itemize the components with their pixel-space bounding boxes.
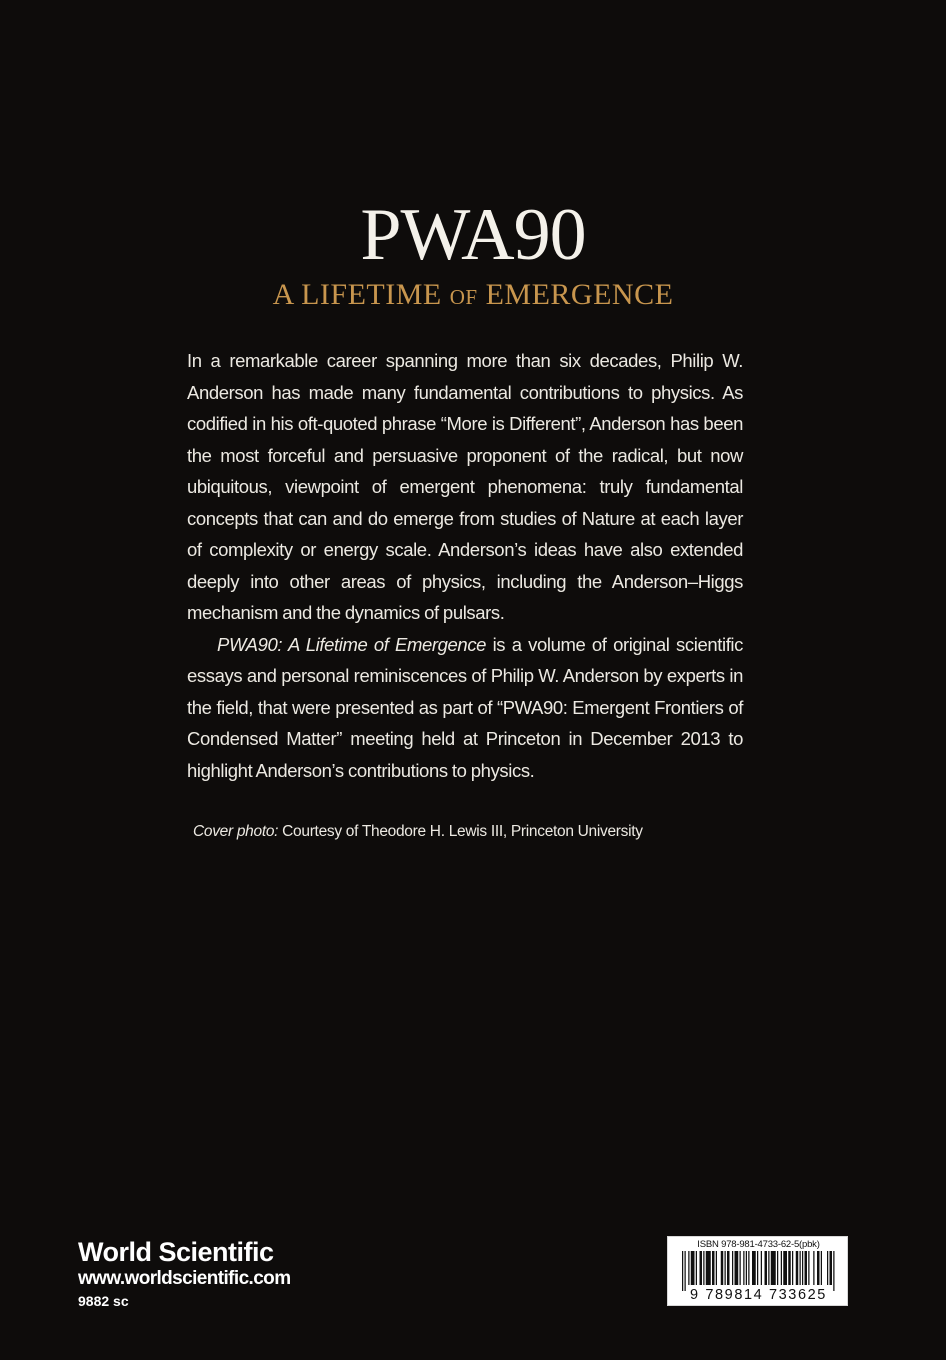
barcode-bar [821, 1251, 822, 1285]
barcode-bar [743, 1251, 744, 1285]
barcode-bar [682, 1251, 683, 1291]
barcode-bar [712, 1251, 715, 1285]
blurb-paragraph-2-text: is a volume of original scientific essays and personal reminiscences of Philip W. Anderson by experts in the field, that were presented as part of “PWA90: Emergent Frontiers of Condensed Matter” meeting held at Princeton in December 2013 to highlight Anderson’s contributions to physics. [187, 633, 743, 781]
barcode-bar [796, 1251, 799, 1285]
blurb-paragraph-2 [187, 629, 743, 787]
publisher-name: World Scientific [78, 1237, 274, 1267]
barcode-digits: 9 789814 733625 [690, 1287, 827, 1303]
subtitle-part-2: OF [449, 285, 478, 309]
barcode-bar [783, 1251, 787, 1285]
book-title: PWA90 [360, 194, 586, 276]
barcode-bar [706, 1251, 711, 1285]
barcode-bar [725, 1251, 726, 1285]
barcode-bars [674, 1251, 843, 1291]
barcode-bar [735, 1251, 739, 1285]
barcode-bar [781, 1251, 782, 1285]
barcode-bar [748, 1251, 749, 1285]
barcode-bar [688, 1251, 689, 1285]
book-subtitle [0, 276, 946, 316]
barcode-bar [740, 1251, 741, 1285]
barcode-bar [696, 1251, 697, 1285]
barcode-bar [771, 1251, 776, 1285]
barcode-bar [813, 1251, 814, 1285]
barcode-bar [792, 1251, 793, 1285]
isbn-barcode [667, 1236, 848, 1306]
barcode-bar [703, 1251, 704, 1285]
publisher-block [78, 1236, 290, 1312]
barcode-bar [691, 1251, 695, 1285]
subtitle-part-1: A LIFETIME [272, 278, 450, 311]
barcode-bar [700, 1251, 703, 1285]
blurb-paragraph-1: In a remarkable career spanning more than six decades, Philip W. Anderson has made many fundamental contributions to physics. As codified in his oft-quoted phrase “More is Different”, Anderson has been the most forceful and persuasive proponent of the radical, but now ubiquitous, viewpoint of emergent phenomena: truly fundamental concepts that can and do emerge from studies of Nature at each layer of complexity or energy scale. Anderson’s ideas have also extended deeply into other areas of physics, including the Anderson–Higgs mechanism and the dynamics of pulsars. [187, 350, 743, 623]
cover-photo-credit [193, 820, 643, 844]
barcode-bar [830, 1251, 833, 1285]
barcode-bar [802, 1251, 803, 1285]
barcode-bar [777, 1251, 778, 1285]
barcode-bar [746, 1251, 747, 1285]
credit-label: Cover photo: [193, 823, 279, 840]
back-cover-blurb [187, 345, 743, 786]
barcode-bar [833, 1251, 834, 1291]
barcode-bar [765, 1251, 768, 1285]
barcode-bar [788, 1251, 791, 1285]
barcode-bar [817, 1251, 820, 1285]
barcode-bar [732, 1251, 733, 1285]
barcode-bar [805, 1251, 808, 1285]
publisher-url: www.worldscientific.com [78, 1268, 291, 1289]
barcode-bar [727, 1251, 730, 1285]
publisher-code: 9882 sc [78, 1293, 129, 1309]
barcode-bar [800, 1251, 801, 1285]
credit-text: Courtesy of Theodore H. Lewis III, Princeton University [278, 823, 643, 840]
barcode-bar [808, 1251, 809, 1285]
barcode-bar [716, 1251, 717, 1285]
subtitle-part-3: EMERGENCE [477, 278, 674, 311]
isbn-label: ISBN 978-981-4733-62-5(pbk) [697, 1239, 820, 1250]
barcode-bar [827, 1251, 828, 1285]
barcode-bar [768, 1251, 769, 1285]
barcode-bar [752, 1251, 756, 1285]
blurb-book-title: PWA90: A Lifetime of Emergence [217, 633, 487, 655]
barcode-bar [685, 1251, 686, 1291]
barcode-bar [721, 1251, 724, 1285]
barcode-bar [757, 1251, 758, 1285]
barcode-bar [761, 1251, 762, 1285]
